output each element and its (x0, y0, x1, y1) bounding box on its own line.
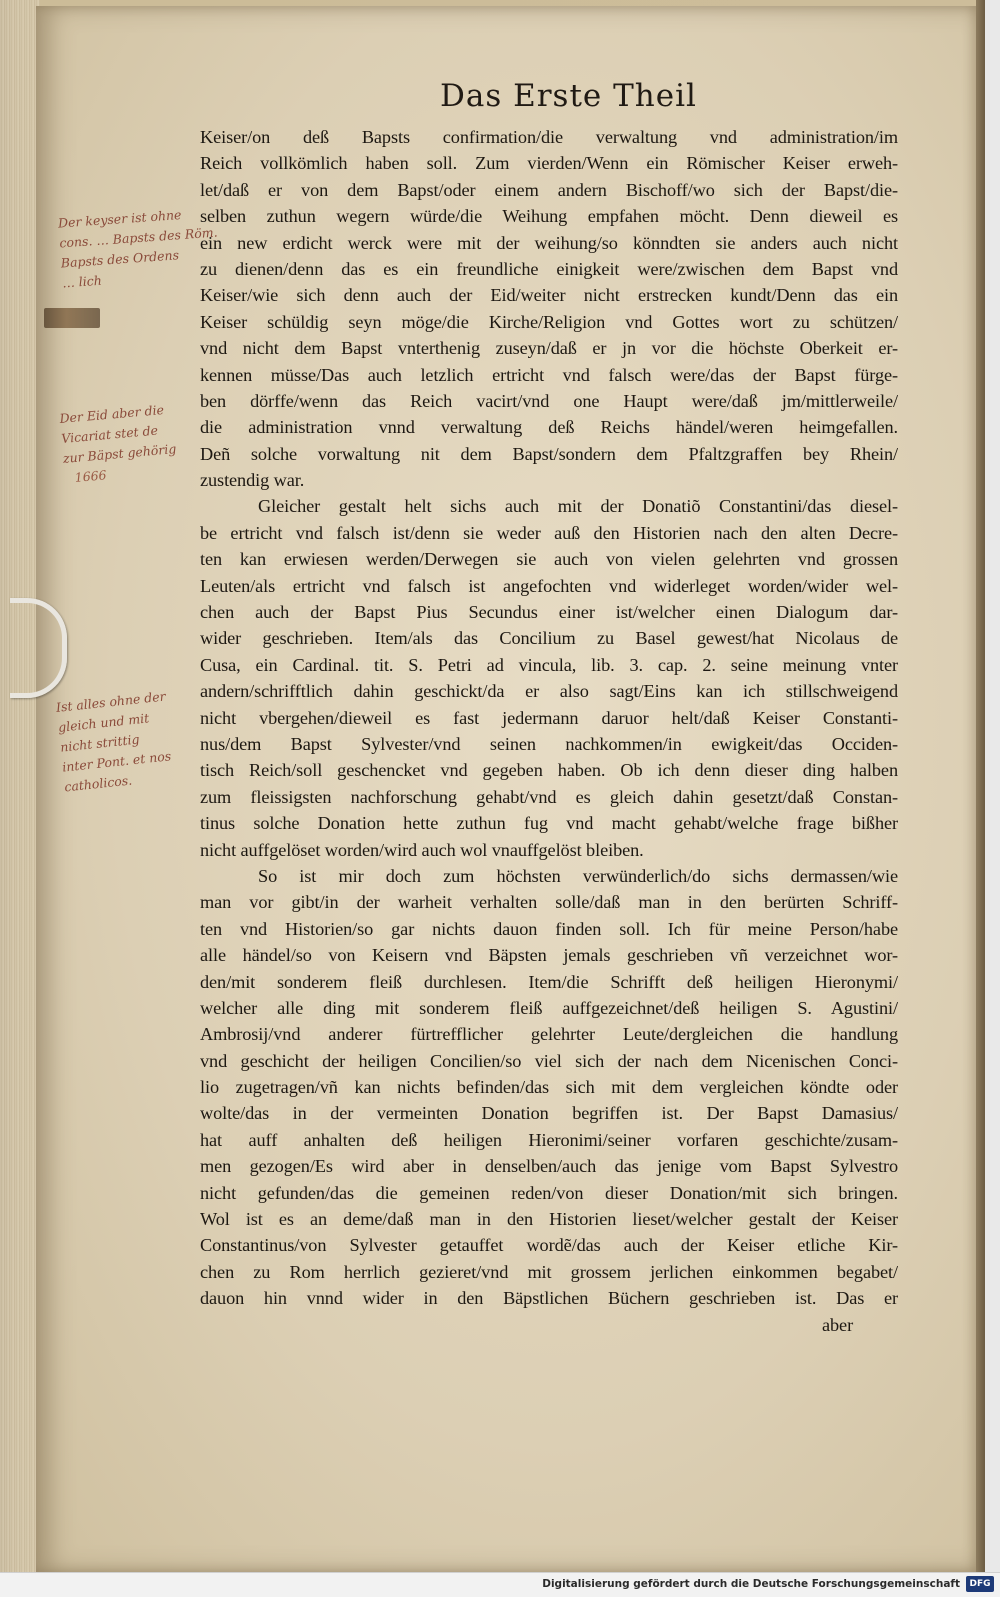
running-header: Das Erste Theil (440, 78, 697, 114)
text-line: nus/dem Bapst Sylvester/vnd seinen nachkommen/in ewigkeit/das Occiden- (200, 733, 898, 754)
margin-note-year: 1666 (74, 467, 108, 485)
margin-note-line: … lich (61, 272, 103, 291)
text-line: lio zugetragen/vñ kan nichts befinden/das sich mit dem vergleichen köndte oder (200, 1077, 898, 1098)
text-line: nicht auffgelöset worden/wird auch wol vnauffgelöst bleiben. (200, 839, 644, 860)
margin-note-line: zur Bäpst gehörig (62, 441, 177, 466)
text-line: Ambrosij/vnd anderer fürtrefflicher gelehrter Leute/dergleichen die handlung (200, 1024, 898, 1045)
text-line: Deñ solche vorwaltung nit dem Bapst/sondern dem Pfaltzgraffen bey Rhein/ (200, 443, 898, 464)
margin-note-line: gleich und mit (57, 710, 150, 735)
margin-note-line: cons. … Bapsts des Röm. (58, 224, 219, 251)
margin-note-line: Der Eid aber die (58, 401, 165, 427)
text-line: selben zuthun wegern würde/die Weihung empfahen möcht. Denn dieweil es (200, 206, 898, 227)
text-line: Gleicher gestalt helt sichs auch mit der Donatiõ Constantini/das diesel- (258, 496, 898, 517)
text-line: andern/schrifftlich dahin geschickt/da er also sagt/Eins kan ich stillschweigend (200, 681, 898, 702)
text-line: ten vnd Historien/so gar nichts dauon finden soll. Ich für meine Person/habe (200, 918, 898, 939)
text-line: den/mit sonderem fleiß durchlesen. Item/die Schrifft deß heiligen Hieronymi/ (200, 971, 898, 992)
margin-note-line: catholicos. (63, 772, 133, 795)
text-line: die administration vnnd verwaltung deß Reichs händel/weren heimgefallen. (200, 417, 898, 438)
text-line: wolte/das in der vermeinten Donation begriffen ist. Der Bapst Damasius/ (200, 1103, 898, 1124)
text-line: Wol ist es an deme/daß man in den Historien lieset/welcher gestalt der Keiser (200, 1209, 898, 1230)
text-line: man vor gibt/in der warheit verhalten solle/daß man in den berürten Schriff- (200, 892, 898, 913)
text-line: nicht gefunden/das die gemeinen reden/von dieser Donation/mit sich bringen. (200, 1182, 898, 1203)
text-line: tisch Reich/soll geschencket vnd gegeben haben. Ob ich denn dieser ding halben (200, 760, 898, 781)
text-line: vnd geschicht der heiligen Concilien/so viel sich der nach dem Nicenischen Conci- (200, 1050, 898, 1071)
text-line: Reich vollkömlich haben soll. Zum vierden/Wenn ein Römischer Keiser erweh- (200, 153, 898, 174)
text-line: nicht vbergehen/dieweil es fast jedermann daruor helt/daß Keiser Constanti- (200, 707, 898, 728)
text-line: ein new erdicht werck were mit der weihung/so könndten sie anders auch nicht (200, 232, 898, 253)
text-line: So ist mir doch zum höchsten verwünderlich/do sichs dermassen/wie (258, 865, 898, 886)
text-line: hat auff anhalten deß heiligen Hieronimi/seiner vorfaren geschichte/zusam- (200, 1129, 898, 1150)
text-line: vnd nicht dem Bapst vnterthenig zuseyn/daß er jn vor die höchste Oberkeit er- (200, 338, 898, 359)
margin-note-line: inter Pont. et nos (61, 748, 172, 775)
book-binding-edge (976, 0, 985, 1572)
text-line: ben dörffe/wenn das Reich vacirt/vnd one Haupt were/daß jm/mittlerweile/ (200, 390, 898, 411)
text-line: ten kan erwiesen werden/Derwegen sie auch von vielen gelehrten vnd grossen (200, 549, 898, 570)
margin-note-line: Bapsts des Ordens (60, 247, 180, 271)
ink-stain (44, 308, 100, 328)
text-line: Keiser/wie sich denn auch der Eid/weiter nicht erstrecken kundt/Denn das ein (200, 285, 898, 306)
text-line: kennen müsse/Das auch letzlich ertricht vnd falsch were/das der Bapst fürge- (200, 364, 898, 385)
margin-note-1 (57, 203, 221, 294)
funding-credit: Digitalisierung gefördert durch die Deutsche Forschungsgemeinschaft (542, 1578, 960, 1590)
text-line: be ertricht vnd falsch ist/denn sie weder auß den Historien nach den alten Decre- (200, 522, 898, 543)
text-line: tinus solche Donation hette zuthun fug vnd macht gehabt/welche frage bißher (200, 813, 898, 834)
dfg-logo-icon: DFG (966, 1576, 994, 1592)
margin-note-3 (55, 687, 175, 798)
text-line: welcher alle ding mit sonderem fleiß auffgezeichnet/deß heiligen S. Agustini/ (200, 997, 898, 1018)
text-line: chen auch der Bapst Pius Secundus einer ist/welcher einen Dialogum dar- (200, 602, 898, 623)
margin-note-line: Der keyser ist ohne (57, 206, 182, 231)
text-line: zustendig war. (200, 470, 305, 491)
text-line: men gezogen/Es wird aber in denselben/auch das jenige vom Bapst Sylvestro (200, 1156, 898, 1177)
text-line: Keiser/on deß Bapsts confirmation/die verwaltung vnd administration/im (200, 127, 898, 147)
text-line: zum fleissigsten nachforschung gehabt/vnd es gleich dahin gesetzt/daß Constan- (200, 786, 898, 807)
text-line: Cusa, ein Cardinal. tit. S. Petri ad vincula, lib. 3. cap. 2. seine meinung vnter (200, 654, 898, 675)
footer-bar (0, 1572, 1000, 1597)
text-line: alle händel/so von Keisern vnd Bäpsten jemals geschrieben vñ verzeichnet wor- (200, 945, 898, 966)
text-line: dauon hin vnnd wider in den Bäpstlichen Büchern geschrieben ist. Das er (200, 1288, 898, 1309)
text-line: let/daß er von dem Bapst/oder einem andern Bischoff/wo sich der Bapst/die- (200, 179, 898, 200)
text-line: zu dienen/denn das es ein freundliche einigkeit were/zwischen dem Bapst vnd (200, 258, 898, 279)
margin-note-line: nicht strittig (59, 731, 141, 755)
text-line: wider geschrieben. Item/als das Concilium zu Basel gewest/hat Nicolaus de (200, 628, 898, 649)
text-line: Leuten/als ertricht vnd falsch ist angefochten vnd widerleget worden/wider wel- (200, 575, 898, 596)
text-line: Keiser schüldig seyn möge/die Kirche/Religion vnd Gottes wort zu schützen/ (200, 311, 898, 332)
margin-note-2 (59, 399, 179, 489)
body-text (200, 124, 898, 1338)
margin-note-line: Ist alles ohne der (55, 688, 167, 715)
margin-note-line: Vicariat stet de (60, 422, 159, 446)
text-line: Constantinus/von Sylvester getauffet wordẽ/das auch der Keiser etliche Kir- (200, 1235, 898, 1256)
text-line: aber (822, 1314, 854, 1335)
book-page-edges (0, 0, 40, 1572)
text-line: chen zu Rom herrlich gezieret/vnd mit grossem jerlichen einkommen begabet/ (200, 1261, 898, 1282)
